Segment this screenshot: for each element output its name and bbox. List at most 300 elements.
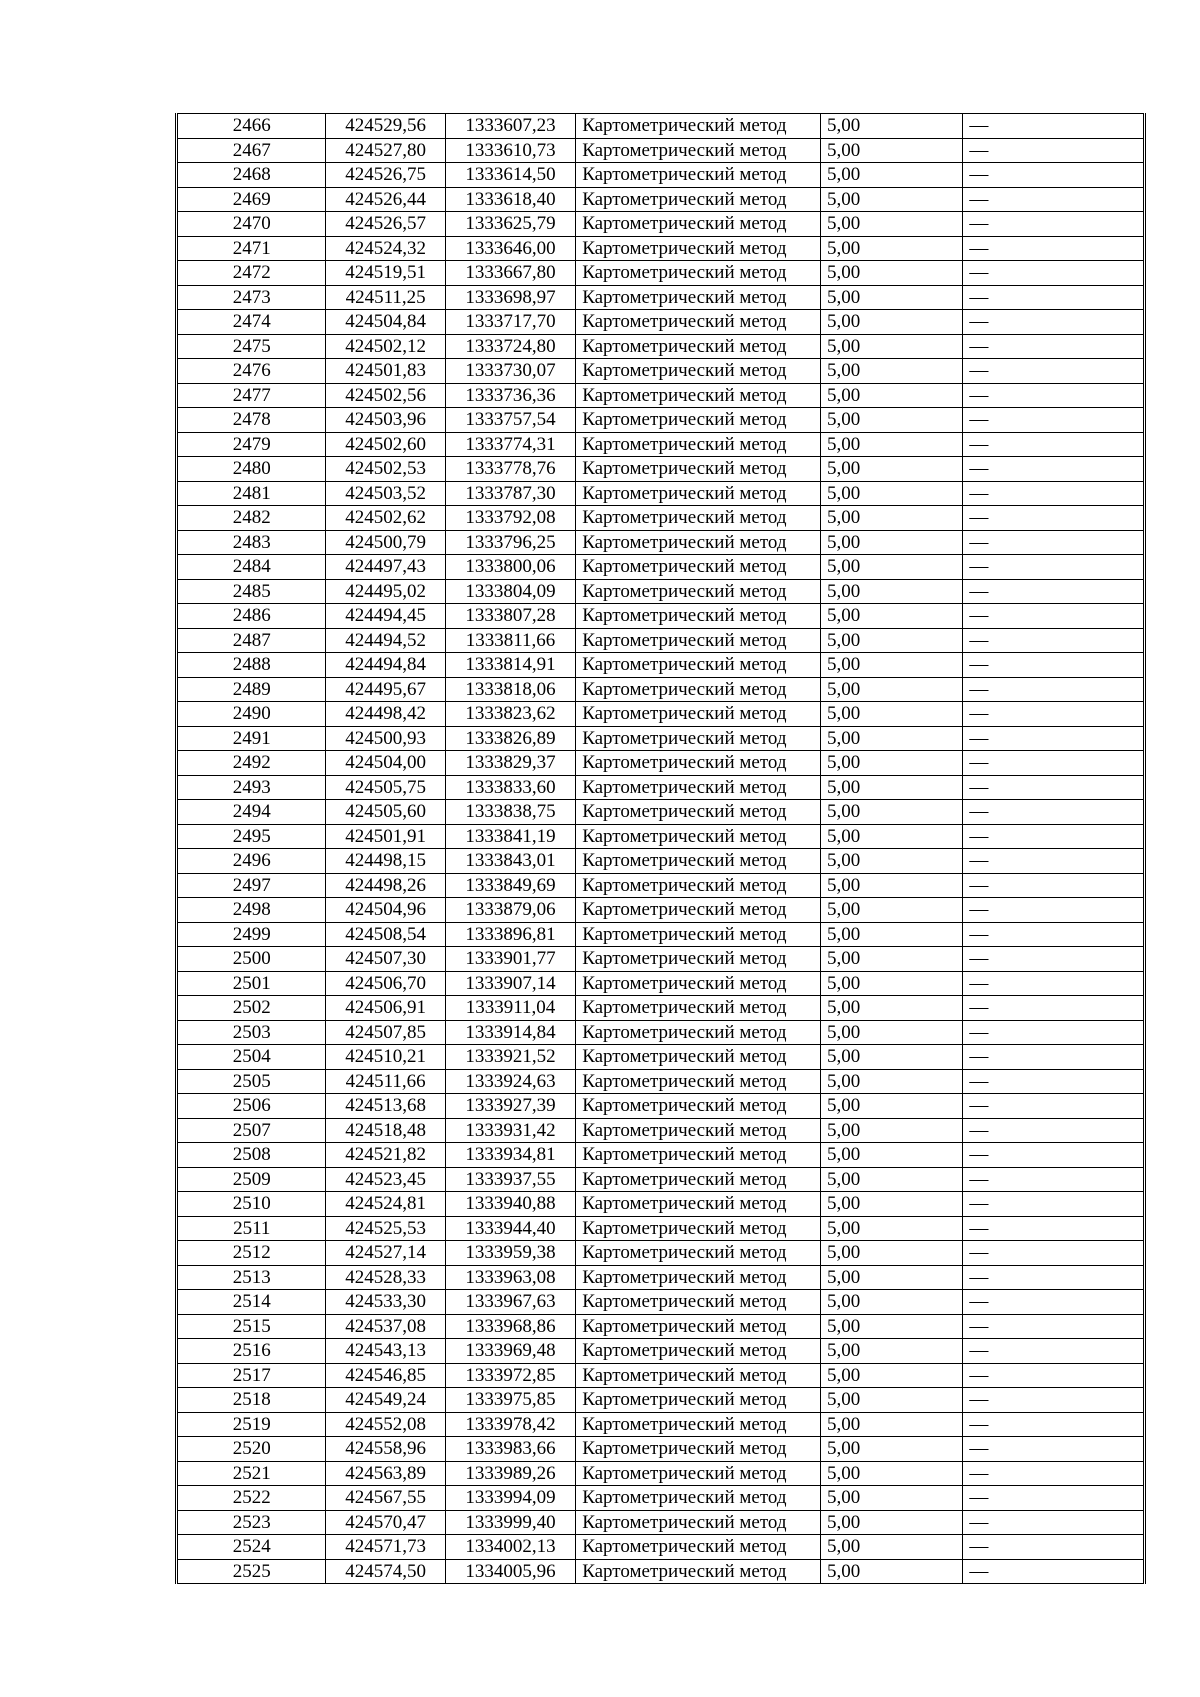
x-coordinate-cell: 424503,96 — [326, 408, 445, 433]
method-cell: Картометрический метод — [576, 334, 821, 359]
accuracy-cell: 5,00 — [820, 1216, 962, 1241]
y-coordinate-cell: 1333614,50 — [445, 163, 575, 188]
table-row — [177, 996, 1145, 1021]
description-cell: — — [963, 1094, 1145, 1119]
method-cell: Картометрический метод — [576, 996, 821, 1021]
x-coordinate-cell: 424513,68 — [326, 1094, 445, 1119]
accuracy-cell: 5,00 — [820, 138, 962, 163]
table-row — [177, 432, 1145, 457]
table-row — [177, 138, 1145, 163]
y-coordinate-cell: 1333921,52 — [445, 1045, 575, 1070]
description-cell: — — [963, 1192, 1145, 1217]
description-cell: — — [963, 1143, 1145, 1168]
accuracy-cell: 5,00 — [820, 432, 962, 457]
description-cell: — — [963, 1486, 1145, 1511]
method-cell: Картометрический метод — [576, 824, 821, 849]
x-coordinate-cell: 424497,43 — [326, 555, 445, 580]
table-row — [177, 579, 1145, 604]
point-number-cell: 2494 — [177, 800, 326, 825]
accuracy-cell: 5,00 — [820, 1192, 962, 1217]
accuracy-cell: 5,00 — [820, 922, 962, 947]
method-cell: Картометрический метод — [576, 653, 821, 678]
x-coordinate-cell: 424500,79 — [326, 530, 445, 555]
x-coordinate-cell: 424502,53 — [326, 457, 445, 482]
description-cell: — — [963, 1412, 1145, 1437]
method-cell: Картометрический метод — [576, 261, 821, 286]
table-row — [177, 359, 1145, 384]
y-coordinate-cell: 1333975,85 — [445, 1388, 575, 1413]
x-coordinate-cell: 424504,96 — [326, 898, 445, 923]
accuracy-cell: 5,00 — [820, 530, 962, 555]
method-cell: Картометрический метод — [576, 1094, 821, 1119]
description-cell: — — [963, 1559, 1145, 1584]
method-cell: Картометрический метод — [576, 457, 821, 482]
accuracy-cell: 5,00 — [820, 457, 962, 482]
accuracy-cell: 5,00 — [820, 236, 962, 261]
point-number-cell: 2520 — [177, 1437, 326, 1462]
point-number-cell: 2489 — [177, 677, 326, 702]
accuracy-cell: 5,00 — [820, 628, 962, 653]
method-cell: Картометрический метод — [576, 922, 821, 947]
x-coordinate-cell: 424519,51 — [326, 261, 445, 286]
accuracy-cell: 5,00 — [820, 1559, 962, 1584]
x-coordinate-cell: 424543,13 — [326, 1339, 445, 1364]
method-cell: Картометрический метод — [576, 212, 821, 237]
accuracy-cell: 5,00 — [820, 1339, 962, 1364]
point-number-cell: 2476 — [177, 359, 326, 384]
table-row — [177, 1363, 1145, 1388]
x-coordinate-cell: 424507,85 — [326, 1020, 445, 1045]
table-row — [177, 114, 1145, 139]
table-row — [177, 1167, 1145, 1192]
accuracy-cell: 5,00 — [820, 824, 962, 849]
y-coordinate-cell: 1333944,40 — [445, 1216, 575, 1241]
point-number-cell: 2482 — [177, 506, 326, 531]
method-cell: Картометрический метод — [576, 1412, 821, 1437]
method-cell: Картометрический метод — [576, 1265, 821, 1290]
description-cell: — — [963, 922, 1145, 947]
point-number-cell: 2509 — [177, 1167, 326, 1192]
point-number-cell: 2471 — [177, 236, 326, 261]
point-number-cell: 2468 — [177, 163, 326, 188]
accuracy-cell: 5,00 — [820, 604, 962, 629]
description-cell: — — [963, 138, 1145, 163]
description-cell: — — [963, 628, 1145, 653]
description-cell: — — [963, 187, 1145, 212]
point-number-cell: 2505 — [177, 1069, 326, 1094]
description-cell: — — [963, 481, 1145, 506]
accuracy-cell: 5,00 — [820, 310, 962, 335]
point-number-cell: 2470 — [177, 212, 326, 237]
description-cell: — — [963, 530, 1145, 555]
point-number-cell: 2522 — [177, 1486, 326, 1511]
y-coordinate-cell: 1333730,07 — [445, 359, 575, 384]
x-coordinate-cell: 424521,82 — [326, 1143, 445, 1168]
method-cell: Картометрический метод — [576, 971, 821, 996]
point-number-cell: 2479 — [177, 432, 326, 457]
description-cell: — — [963, 236, 1145, 261]
point-number-cell: 2512 — [177, 1241, 326, 1266]
x-coordinate-cell: 424502,56 — [326, 383, 445, 408]
method-cell: Картометрический метод — [576, 898, 821, 923]
accuracy-cell: 5,00 — [820, 751, 962, 776]
point-number-cell: 2481 — [177, 481, 326, 506]
method-cell: Картометрический метод — [576, 555, 821, 580]
x-coordinate-cell: 424508,54 — [326, 922, 445, 947]
x-coordinate-cell: 424501,91 — [326, 824, 445, 849]
description-cell: — — [963, 1216, 1145, 1241]
method-cell: Картометрический метод — [576, 1461, 821, 1486]
table-row — [177, 1412, 1145, 1437]
accuracy-cell: 5,00 — [820, 971, 962, 996]
table-row — [177, 1094, 1145, 1119]
table-row — [177, 506, 1145, 531]
table-row — [177, 849, 1145, 874]
accuracy-cell: 5,00 — [820, 555, 962, 580]
point-number-cell: 2513 — [177, 1265, 326, 1290]
method-cell: Картометрический метод — [576, 408, 821, 433]
y-coordinate-cell: 1333989,26 — [445, 1461, 575, 1486]
x-coordinate-cell: 424494,52 — [326, 628, 445, 653]
y-coordinate-cell: 1333901,77 — [445, 947, 575, 972]
point-number-cell: 2500 — [177, 947, 326, 972]
x-coordinate-cell: 424495,02 — [326, 579, 445, 604]
description-cell: — — [963, 1045, 1145, 1070]
description-cell: — — [963, 653, 1145, 678]
table-row — [177, 628, 1145, 653]
y-coordinate-cell: 1333968,86 — [445, 1314, 575, 1339]
x-coordinate-cell: 424525,53 — [326, 1216, 445, 1241]
description-cell: — — [963, 334, 1145, 359]
description-cell: — — [963, 1290, 1145, 1315]
y-coordinate-cell: 1333914,84 — [445, 1020, 575, 1045]
description-cell: — — [963, 163, 1145, 188]
x-coordinate-cell: 424498,42 — [326, 702, 445, 727]
point-number-cell: 2485 — [177, 579, 326, 604]
y-coordinate-cell: 1333800,06 — [445, 555, 575, 580]
accuracy-cell: 5,00 — [820, 285, 962, 310]
method-cell: Картометрический метод — [576, 1118, 821, 1143]
y-coordinate-cell: 1333937,55 — [445, 1167, 575, 1192]
method-cell: Картометрический метод — [576, 1363, 821, 1388]
y-coordinate-cell: 1333811,66 — [445, 628, 575, 653]
y-coordinate-cell: 1333757,54 — [445, 408, 575, 433]
point-number-cell: 2478 — [177, 408, 326, 433]
method-cell: Картометрический метод — [576, 947, 821, 972]
y-coordinate-cell: 1333934,81 — [445, 1143, 575, 1168]
accuracy-cell: 5,00 — [820, 1535, 962, 1560]
point-number-cell: 2491 — [177, 726, 326, 751]
y-coordinate-cell: 1333826,89 — [445, 726, 575, 751]
accuracy-cell: 5,00 — [820, 947, 962, 972]
y-coordinate-cell: 1334005,96 — [445, 1559, 575, 1584]
accuracy-cell: 5,00 — [820, 506, 962, 531]
x-coordinate-cell: 424533,30 — [326, 1290, 445, 1315]
description-cell: — — [963, 1535, 1145, 1560]
table-row — [177, 898, 1145, 923]
point-number-cell: 2502 — [177, 996, 326, 1021]
method-cell: Картометрический метод — [576, 1510, 821, 1535]
x-coordinate-cell: 424546,85 — [326, 1363, 445, 1388]
description-cell: — — [963, 996, 1145, 1021]
table-row — [177, 1388, 1145, 1413]
description-cell: — — [963, 1388, 1145, 1413]
accuracy-cell: 5,00 — [820, 1388, 962, 1413]
point-number-cell: 2521 — [177, 1461, 326, 1486]
x-coordinate-cell: 424571,73 — [326, 1535, 445, 1560]
accuracy-cell: 5,00 — [820, 1069, 962, 1094]
y-coordinate-cell: 1333646,00 — [445, 236, 575, 261]
method-cell: Картометрический метод — [576, 726, 821, 751]
accuracy-cell: 5,00 — [820, 408, 962, 433]
description-cell: — — [963, 702, 1145, 727]
point-number-cell: 2525 — [177, 1559, 326, 1584]
method-cell: Картометрический метод — [576, 1559, 821, 1584]
point-number-cell: 2514 — [177, 1290, 326, 1315]
method-cell: Картометрический метод — [576, 285, 821, 310]
method-cell: Картометрический метод — [576, 775, 821, 800]
x-coordinate-cell: 424498,15 — [326, 849, 445, 874]
method-cell: Картометрический метод — [576, 236, 821, 261]
description-cell: — — [963, 800, 1145, 825]
y-coordinate-cell: 1333774,31 — [445, 432, 575, 457]
accuracy-cell: 5,00 — [820, 1020, 962, 1045]
y-coordinate-cell: 1333625,79 — [445, 212, 575, 237]
x-coordinate-cell: 424502,12 — [326, 334, 445, 359]
method-cell: Картометрический метод — [576, 383, 821, 408]
point-number-cell: 2508 — [177, 1143, 326, 1168]
accuracy-cell: 5,00 — [820, 1045, 962, 1070]
y-coordinate-cell: 1333896,81 — [445, 922, 575, 947]
method-cell: Картометрический метод — [576, 163, 821, 188]
description-cell: — — [963, 1339, 1145, 1364]
point-number-cell: 2498 — [177, 898, 326, 923]
description-cell: — — [963, 726, 1145, 751]
table-row — [177, 481, 1145, 506]
description-cell: — — [963, 432, 1145, 457]
table-row — [177, 310, 1145, 335]
description-cell: — — [963, 775, 1145, 800]
x-coordinate-cell: 424494,45 — [326, 604, 445, 629]
method-cell: Картометрический метод — [576, 1388, 821, 1413]
method-cell: Картометрический метод — [576, 1290, 821, 1315]
accuracy-cell: 5,00 — [820, 212, 962, 237]
y-coordinate-cell: 1333843,01 — [445, 849, 575, 874]
accuracy-cell: 5,00 — [820, 726, 962, 751]
description-cell: — — [963, 555, 1145, 580]
table-row — [177, 1559, 1145, 1584]
method-cell: Картометрический метод — [576, 1437, 821, 1462]
method-cell: Картометрический метод — [576, 849, 821, 874]
description-cell: — — [963, 212, 1145, 237]
x-coordinate-cell: 424511,66 — [326, 1069, 445, 1094]
description-cell: — — [963, 1020, 1145, 1045]
y-coordinate-cell: 1333911,04 — [445, 996, 575, 1021]
point-number-cell: 2483 — [177, 530, 326, 555]
coordinates-table-body — [177, 114, 1145, 1584]
table-row — [177, 530, 1145, 555]
point-number-cell: 2487 — [177, 628, 326, 653]
x-coordinate-cell: 424501,83 — [326, 359, 445, 384]
table-row — [177, 971, 1145, 996]
x-coordinate-cell: 424528,33 — [326, 1265, 445, 1290]
x-coordinate-cell: 424503,52 — [326, 481, 445, 506]
description-cell: — — [963, 971, 1145, 996]
point-number-cell: 2492 — [177, 751, 326, 776]
accuracy-cell: 5,00 — [820, 996, 962, 1021]
point-number-cell: 2524 — [177, 1535, 326, 1560]
table-row — [177, 285, 1145, 310]
point-number-cell: 2490 — [177, 702, 326, 727]
point-number-cell: 2504 — [177, 1045, 326, 1070]
x-coordinate-cell: 424527,14 — [326, 1241, 445, 1266]
table-row — [177, 334, 1145, 359]
accuracy-cell: 5,00 — [820, 1314, 962, 1339]
table-row — [177, 1216, 1145, 1241]
table-row — [177, 1069, 1145, 1094]
y-coordinate-cell: 1333829,37 — [445, 751, 575, 776]
description-cell: — — [963, 677, 1145, 702]
y-coordinate-cell: 1333607,23 — [445, 114, 575, 139]
description-cell: — — [963, 824, 1145, 849]
accuracy-cell: 5,00 — [820, 800, 962, 825]
y-coordinate-cell: 1333969,48 — [445, 1339, 575, 1364]
x-coordinate-cell: 424523,45 — [326, 1167, 445, 1192]
point-number-cell: 2499 — [177, 922, 326, 947]
description-cell: — — [963, 1069, 1145, 1094]
point-number-cell: 2515 — [177, 1314, 326, 1339]
y-coordinate-cell: 1333978,42 — [445, 1412, 575, 1437]
x-coordinate-cell: 424567,55 — [326, 1486, 445, 1511]
point-number-cell: 2474 — [177, 310, 326, 335]
y-coordinate-cell: 1333796,25 — [445, 530, 575, 555]
table-row — [177, 1020, 1145, 1045]
description-cell: — — [963, 1118, 1145, 1143]
method-cell: Картометрический метод — [576, 1192, 821, 1217]
table-row — [177, 1192, 1145, 1217]
table-row — [177, 751, 1145, 776]
y-coordinate-cell: 1333907,14 — [445, 971, 575, 996]
x-coordinate-cell: 424574,50 — [326, 1559, 445, 1584]
description-cell: — — [963, 1363, 1145, 1388]
x-coordinate-cell: 424518,48 — [326, 1118, 445, 1143]
method-cell: Картометрический метод — [576, 1167, 821, 1192]
y-coordinate-cell: 1333610,73 — [445, 138, 575, 163]
method-cell: Картометрический метод — [576, 1486, 821, 1511]
method-cell: Картометрический метод — [576, 873, 821, 898]
y-coordinate-cell: 1333818,06 — [445, 677, 575, 702]
x-coordinate-cell: 424504,84 — [326, 310, 445, 335]
y-coordinate-cell: 1333804,09 — [445, 579, 575, 604]
x-coordinate-cell: 424498,26 — [326, 873, 445, 898]
point-number-cell: 2516 — [177, 1339, 326, 1364]
accuracy-cell: 5,00 — [820, 873, 962, 898]
point-number-cell: 2493 — [177, 775, 326, 800]
y-coordinate-cell: 1333823,62 — [445, 702, 575, 727]
point-number-cell: 2495 — [177, 824, 326, 849]
description-cell: — — [963, 1510, 1145, 1535]
y-coordinate-cell: 1333736,36 — [445, 383, 575, 408]
accuracy-cell: 5,00 — [820, 579, 962, 604]
y-coordinate-cell: 1333879,06 — [445, 898, 575, 923]
accuracy-cell: 5,00 — [820, 1510, 962, 1535]
description-cell: — — [963, 310, 1145, 335]
y-coordinate-cell: 1333787,30 — [445, 481, 575, 506]
table-row — [177, 1510, 1145, 1535]
y-coordinate-cell: 1333667,80 — [445, 261, 575, 286]
table-row — [177, 261, 1145, 286]
y-coordinate-cell: 1333807,28 — [445, 604, 575, 629]
description-cell: — — [963, 604, 1145, 629]
description-cell: — — [963, 457, 1145, 482]
method-cell: Картометрический метод — [576, 1045, 821, 1070]
method-cell: Картометрический метод — [576, 506, 821, 531]
point-number-cell: 2510 — [177, 1192, 326, 1217]
method-cell: Картометрический метод — [576, 751, 821, 776]
description-cell: — — [963, 751, 1145, 776]
method-cell: Картометрический метод — [576, 310, 821, 335]
table-row — [177, 236, 1145, 261]
table-row — [177, 653, 1145, 678]
y-coordinate-cell: 1333849,69 — [445, 873, 575, 898]
y-coordinate-cell: 1333814,91 — [445, 653, 575, 678]
y-coordinate-cell: 1333841,19 — [445, 824, 575, 849]
x-coordinate-cell: 424502,62 — [326, 506, 445, 531]
point-number-cell: 2467 — [177, 138, 326, 163]
x-coordinate-cell: 424552,08 — [326, 1412, 445, 1437]
accuracy-cell: 5,00 — [820, 653, 962, 678]
table-row — [177, 457, 1145, 482]
method-cell: Картометрический метод — [576, 1020, 821, 1045]
accuracy-cell: 5,00 — [820, 1265, 962, 1290]
method-cell: Картометрический метод — [576, 800, 821, 825]
y-coordinate-cell: 1334002,13 — [445, 1535, 575, 1560]
y-coordinate-cell: 1333618,40 — [445, 187, 575, 212]
coordinates-table — [175, 113, 1146, 1584]
x-coordinate-cell: 424529,56 — [326, 114, 445, 139]
y-coordinate-cell: 1333698,97 — [445, 285, 575, 310]
method-cell: Картометрический метод — [576, 1339, 821, 1364]
table-row — [177, 1314, 1145, 1339]
table-row — [177, 726, 1145, 751]
point-number-cell: 2480 — [177, 457, 326, 482]
table-row — [177, 1535, 1145, 1560]
y-coordinate-cell: 1333838,75 — [445, 800, 575, 825]
method-cell: Картометрический метод — [576, 677, 821, 702]
accuracy-cell: 5,00 — [820, 849, 962, 874]
accuracy-cell: 5,00 — [820, 334, 962, 359]
table-row — [177, 408, 1145, 433]
table-row — [177, 555, 1145, 580]
point-number-cell: 2523 — [177, 1510, 326, 1535]
table-row — [177, 1265, 1145, 1290]
description-cell: — — [963, 849, 1145, 874]
method-cell: Картометрический метод — [576, 1216, 821, 1241]
description-cell: — — [963, 1461, 1145, 1486]
x-coordinate-cell: 424526,57 — [326, 212, 445, 237]
x-coordinate-cell: 424511,25 — [326, 285, 445, 310]
accuracy-cell: 5,00 — [820, 1437, 962, 1462]
accuracy-cell: 5,00 — [820, 481, 962, 506]
description-cell: — — [963, 1437, 1145, 1462]
accuracy-cell: 5,00 — [820, 702, 962, 727]
table-row — [177, 873, 1145, 898]
method-cell: Картометрический метод — [576, 628, 821, 653]
point-number-cell: 2475 — [177, 334, 326, 359]
y-coordinate-cell: 1333833,60 — [445, 775, 575, 800]
method-cell: Картометрический метод — [576, 1314, 821, 1339]
description-cell: — — [963, 873, 1145, 898]
